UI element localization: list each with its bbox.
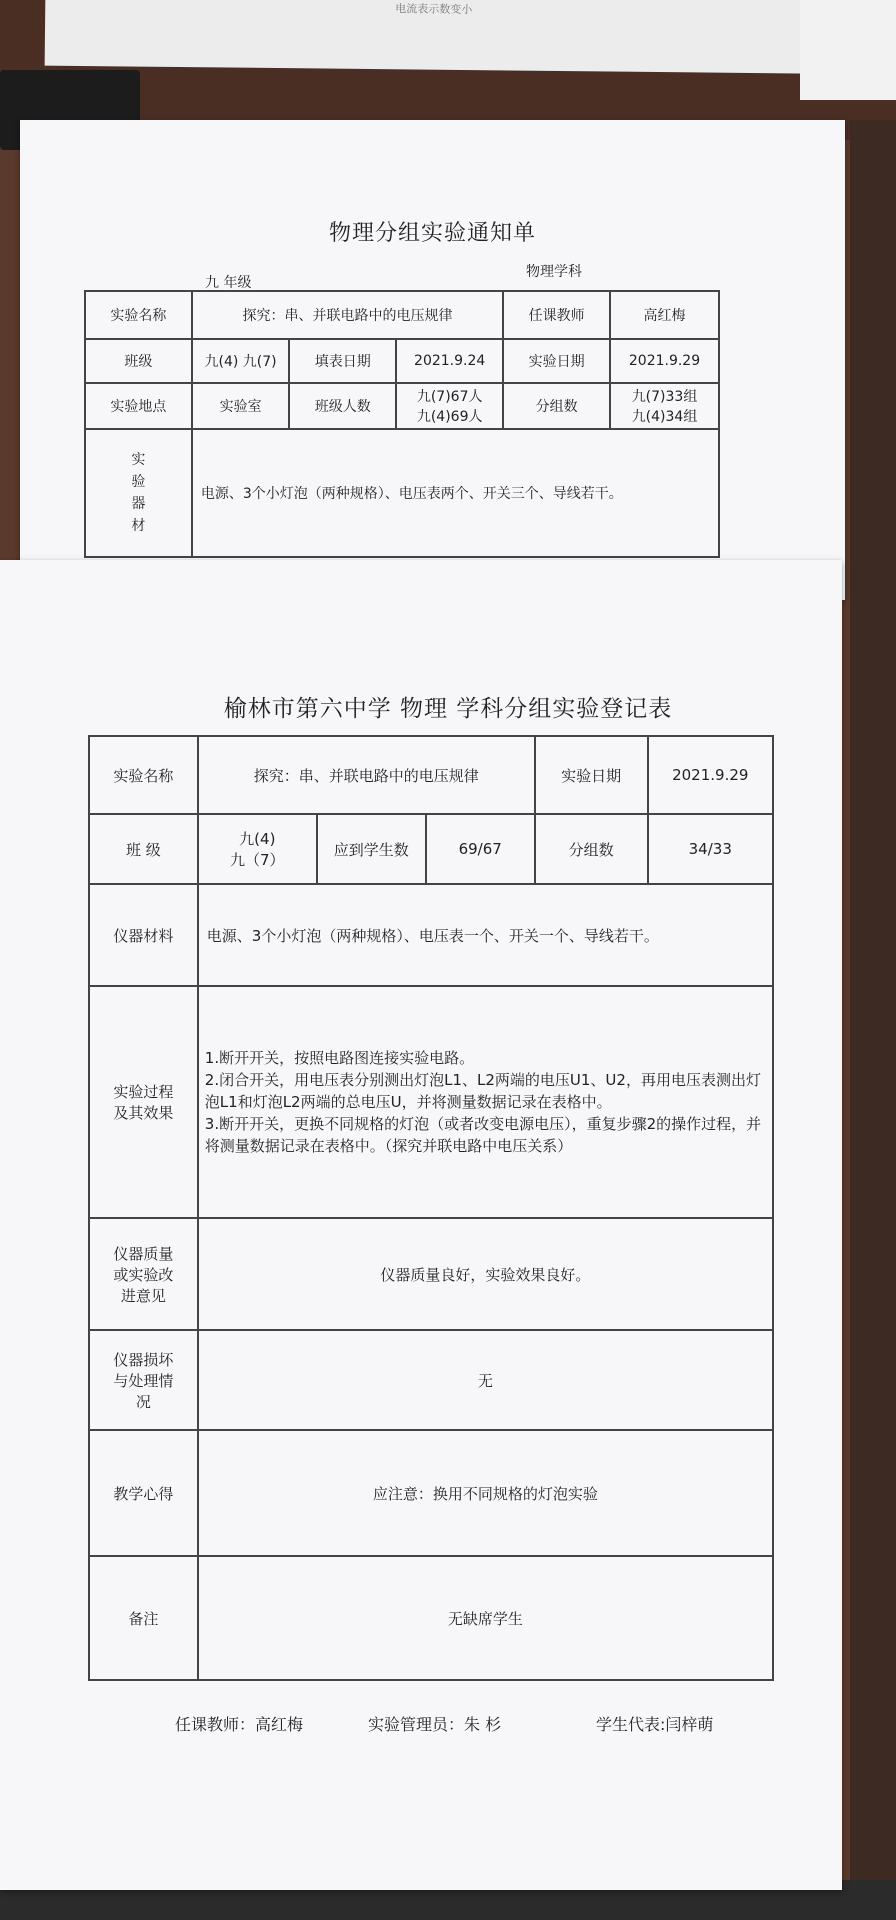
process-step: 1.断开开关，按照电路图连接实验电路。 — [204, 1049, 475, 1067]
groups-line: 九(7)33组 — [631, 389, 698, 405]
label-char: 器 — [131, 496, 146, 512]
cell-label: 实验名称 — [89, 736, 198, 814]
count-line: 九(7)67人 — [416, 389, 483, 405]
label-line: 实验过程 — [113, 1083, 174, 1101]
admin-signature: 实验管理员：朱 杉 — [368, 1715, 502, 1734]
cell-label-vertical — [85, 429, 192, 557]
cell-exp-name: 探究：串、并联电路中的电压规律 — [198, 736, 535, 814]
register-row-materials — [89, 884, 773, 986]
count-line: 九(4)69人 — [416, 409, 483, 425]
label-line: 与处理情 — [113, 1371, 174, 1390]
class-line: 九（7） — [230, 851, 285, 869]
student-signature: 学生代表:闫梓萌 — [596, 1715, 714, 1734]
label-line: 况 — [135, 1392, 151, 1411]
label-line: 仪器质量 — [113, 1244, 174, 1263]
cell-label: 任课教师 — [503, 291, 610, 339]
label-line: 进意见 — [120, 1286, 166, 1305]
cell-exp-date: 2021.9.29 — [648, 736, 773, 814]
cell-label: 实验日期 — [535, 736, 648, 814]
register-table — [88, 735, 774, 1681]
label-line: 或实验改 — [113, 1265, 174, 1284]
cell-label: 实验日期 — [503, 339, 610, 383]
cell-location: 实验室 — [192, 383, 289, 429]
label-char: 实 — [131, 452, 146, 468]
cell-class: 九(4) 九(7) — [192, 339, 289, 383]
register-row-teaching — [89, 1430, 773, 1556]
label-line: 及其效果 — [113, 1104, 174, 1122]
notice-grade: 九 年级 — [205, 275, 252, 291]
cell-exp-date: 2021.9.29 — [610, 339, 719, 383]
class-line: 九(4) — [239, 830, 276, 848]
cell-exp-name: 探究：串、并联电路中的电压规律 — [192, 291, 503, 339]
label-char: 验 — [131, 474, 146, 490]
cell-label — [89, 986, 198, 1218]
register-row-process — [89, 986, 773, 1218]
cell-label — [89, 1330, 198, 1430]
cell-label: 教学心得 — [89, 1430, 198, 1556]
notice-table — [84, 290, 720, 558]
groups-line: 九(4)34组 — [631, 409, 698, 425]
cell-quality: 仪器质量良好，实验效果良好。 — [198, 1218, 773, 1330]
notice-row-name — [85, 291, 719, 339]
cell-label — [89, 1218, 198, 1330]
cell-groups: 34/33 — [648, 814, 773, 884]
cell-process — [198, 986, 773, 1218]
register-row-remarks — [89, 1556, 773, 1680]
cell-fill-date: 2021.9.24 — [396, 339, 503, 383]
cell-damage: 无 — [198, 1330, 773, 1430]
register-row-name — [89, 736, 773, 814]
cell-label: 应到学生数 — [317, 814, 426, 884]
teacher-signature: 任课教师：高红梅 — [175, 1715, 304, 1734]
cell-materials: 电源、3个小灯泡（两种规格）、电压表一个、开关一个、导线若干。 — [198, 884, 773, 986]
notice-subject: 物理学科 — [526, 264, 582, 280]
cell-label: 实验名称 — [85, 291, 192, 339]
cell-label: 实验地点 — [85, 383, 192, 429]
cell-groups — [610, 383, 719, 429]
cell-label: 分组数 — [535, 814, 648, 884]
paper-strip-right — [800, 0, 896, 100]
cell-remarks: 无缺席学生 — [198, 1556, 773, 1680]
cell-label: 仪器材料 — [89, 884, 198, 986]
process-step: 3.断开开关，更换不同规格的灯泡（或者改变电源电压），重复步骤2的操作过程，并将测量数据记录在表格中。（探究并联电路中电压关系） — [204, 1115, 762, 1155]
cell-label: 分组数 — [503, 383, 610, 429]
cell-teaching: 应注意：换用不同规格的灯泡实验 — [198, 1430, 773, 1556]
register-row-quality — [89, 1218, 773, 1330]
paper-strip-top — [45, 0, 886, 74]
strip-text: 电流表示数变小 — [395, 2, 473, 17]
cell-class — [198, 814, 317, 884]
register-row-damage — [89, 1330, 773, 1430]
register-title: 榆林市第六中学 物理 学科分组实验登记表 — [223, 696, 673, 722]
cell-students: 69/67 — [426, 814, 535, 884]
register-row-class — [89, 814, 773, 884]
process-step: 2.闭合开关，用电压表分别测出灯泡L1、L2两端的电压U1、U2，再用电压表测出灯泡L1和灯泡L2两端的总电压U，并将测量数据记录在表格中。 — [204, 1071, 761, 1111]
cell-equipment: 电源、3个小灯泡（两种规格）、电压表两个、开关三个、导线若干。 — [192, 429, 719, 557]
notice-row-equipment — [85, 429, 719, 557]
notice-row-location — [85, 383, 719, 429]
cell-teacher: 高红梅 — [610, 291, 719, 339]
label-line: 仪器损坏 — [113, 1350, 174, 1369]
notice-sheet — [20, 120, 845, 600]
cell-label: 班级人数 — [289, 383, 396, 429]
cell-label: 班级 — [85, 339, 192, 383]
desk-edge — [850, 120, 896, 1900]
cell-label: 备注 — [89, 1556, 198, 1680]
cell-count — [396, 383, 503, 429]
cell-label: 班 级 — [89, 814, 198, 884]
notice-row-class — [85, 339, 719, 383]
cell-label: 填表日期 — [289, 339, 396, 383]
notice-title: 物理分组实验通知单 — [328, 221, 536, 246]
label-char: 材 — [131, 518, 146, 534]
